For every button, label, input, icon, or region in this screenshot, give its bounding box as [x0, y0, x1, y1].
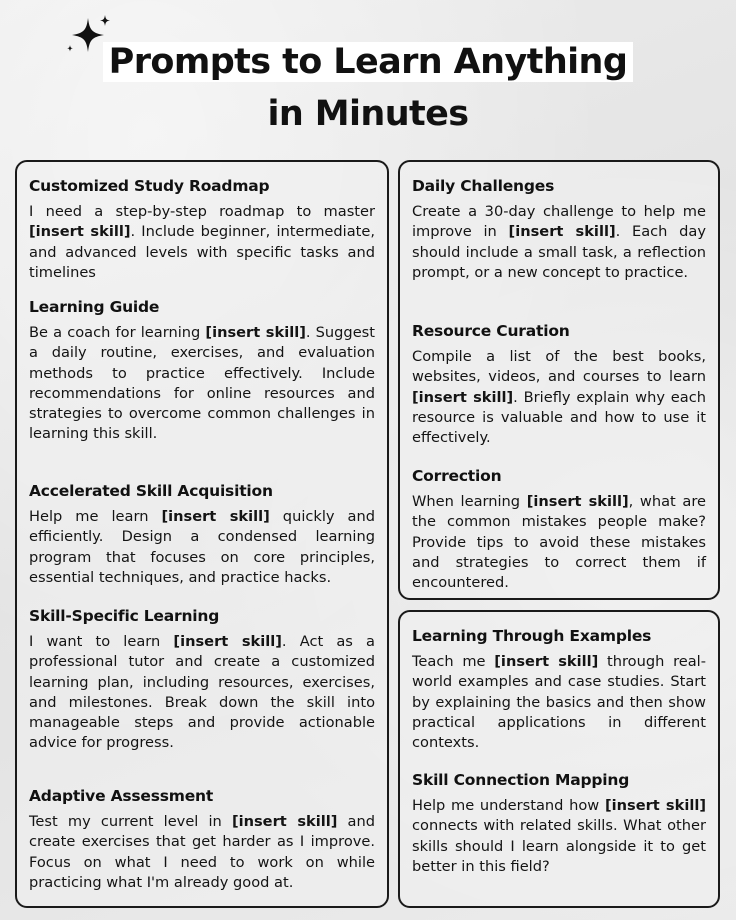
left-prompt-card [15, 160, 389, 908]
section-body: Be a coach for learning [insert skill]. Suggest a daily routine, exercises, and evaluation methods to practice effectively. Include recommendations for online resources and strategies to overcome common challenges in learning this skill. [29, 324, 375, 443]
prompt-section-resource-curation [412, 321, 706, 448]
section-body: Teach me [insert skill] through real-world examples and case studies. Start by explaining the basics and then show practical applications in different contexts. [412, 653, 707, 752]
section-heading: Learning Through Examples [412, 627, 652, 645]
section-body: When learning [insert skill], what are the common mistakes people make? Provide tips to avoid these mistakes and strategies to correct them if encountered. [412, 493, 706, 592]
section-body: Test my current level in [insert skill] and create exercises that get harder as I improve. Focus on what I need to work on while practicing what I'm already good at. [29, 813, 375, 891]
prompt-section-skill-specific-learning [29, 606, 375, 754]
section-heading: Adaptive Assessment [29, 787, 214, 805]
section-body: Compile a list of the best books, websites, videos, and courses to learn [insert skill]. Briefly explain why each resource is valuable and how to use it effectively. [412, 348, 706, 447]
section-body: Create a 30-day challenge to help me improve in [insert skill]. Each day should include a small task, a reflection prompt, or a new concept to practice. [412, 203, 707, 281]
section-heading: Skill Connection Mapping [412, 771, 630, 789]
skill-placeholder: [insert skill] [29, 223, 131, 241]
prompt-section-adaptive-assessment [29, 786, 375, 893]
prompt-section-skill-connection-mapping [412, 770, 706, 877]
prompt-section-customized-study-roadmap [29, 176, 375, 283]
section-heading: Learning Guide [29, 298, 160, 316]
prompt-section-daily-challenges [412, 176, 706, 283]
title-line-1: Prompts to Learn Anything [103, 42, 634, 82]
skill-placeholder: [insert skill] [161, 508, 270, 525]
section-body: Help me learn [insert skill] quickly and efficiently. Design a condensed learning program that focuses on core principles, essential techniques, and practice hacks. [29, 508, 375, 586]
skill-placeholder: [insert skill] [412, 388, 514, 406]
section-body: Help me understand how [insert skill] connects with related skills. What other skills should I learn alongside it to get better in this field? [412, 797, 706, 875]
section-body: I need a step-by-step roadmap to master [insert skill]. Include beginner, intermediate, and advanced levels with specific tasks and timelines [29, 203, 375, 281]
section-heading: Customized Study Roadmap [29, 177, 270, 195]
prompt-section-correction [412, 466, 706, 593]
section-heading: Correction [412, 467, 502, 485]
section-heading: Skill-Specific Learning [29, 607, 220, 625]
section-body: I want to learn [insert skill]. Act as a professional tutor and create a customized learning plan, including resources, exercises, and milestones. Break down the skill into manageable steps and provide actionable advice for progress. [29, 633, 375, 752]
prompt-section-learning-through-examples [412, 626, 706, 753]
skill-placeholder: [insert skill] [604, 797, 706, 814]
skill-placeholder: [insert skill] [494, 653, 599, 670]
right-top-prompt-card [398, 160, 720, 600]
page-title [0, 36, 736, 140]
title-line-2: in Minutes [267, 94, 469, 134]
right-bottom-prompt-card [398, 610, 720, 908]
skill-placeholder: [insert skill] [231, 813, 338, 830]
section-heading: Daily Challenges [412, 177, 555, 195]
skill-placeholder: [insert skill] [526, 493, 629, 510]
section-heading: Accelerated Skill Acquisition [29, 482, 273, 500]
skill-placeholder: [insert skill] [508, 223, 616, 241]
skill-placeholder: [insert skill] [173, 633, 282, 650]
skill-placeholder: [insert skill] [205, 324, 306, 341]
prompt-section-learning-guide [29, 297, 375, 445]
prompt-section-accelerated-skill-acquisition [29, 481, 375, 588]
section-heading: Resource Curation [412, 322, 570, 340]
